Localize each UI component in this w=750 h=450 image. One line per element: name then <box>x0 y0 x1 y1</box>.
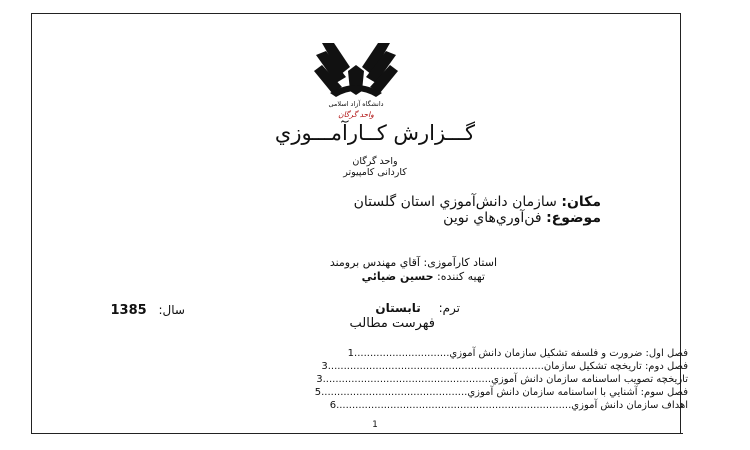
place-line <box>354 194 601 210</box>
teacher-label: استاد کارآموزی: <box>423 256 497 269</box>
table-of-contents <box>128 347 688 412</box>
toc-item[interactable]: اهداف سازمان دانش آموزي..........................................................................6 <box>329 400 688 411</box>
page-bottom-rule <box>31 433 683 434</box>
place-label: مكان: <box>561 194 601 210</box>
topic-value: فن‌آوري‌هاي نوين <box>443 210 542 226</box>
place-value: سازمان دانش‌آموزي استان گلستان <box>353 194 557 210</box>
report-title: گـــزارش كــارآمـــوزي <box>274 121 476 145</box>
teacher-value: آقاي مهندس برومند <box>329 256 420 269</box>
degree-subtitle: کاردانی کامپیوتر <box>343 167 407 178</box>
unit-subtitle: واحد گرگان <box>352 156 398 167</box>
emblem-caption: دانشگاه آزاد اسلامی <box>328 100 384 108</box>
prepared-by-line <box>362 270 485 283</box>
year-line <box>111 303 186 318</box>
toc-title: فهرست مطالب <box>349 316 435 331</box>
term-value: تابستان <box>375 301 421 315</box>
toc-item[interactable]: فصل دوم: تاريخچه تشكيل سازمان....................................................................3 <box>321 361 688 372</box>
term-label: ترم: <box>438 301 460 315</box>
teacher-line <box>330 256 497 269</box>
university-emblem-icon <box>306 37 406 125</box>
year-value: 1385 <box>110 303 147 318</box>
topic-label: موضوع: <box>546 210 601 226</box>
emblem-unit: واحد گرگان <box>338 110 374 119</box>
year-label: سال: <box>158 303 185 317</box>
page-number: 1 <box>372 420 378 430</box>
prepared-label: تهيه كننده: <box>437 270 485 283</box>
toc-item[interactable]: تاريخچه تصويب اساسنامه سازمان دانش آموزي.....................................................3 <box>316 374 688 385</box>
topic-line <box>443 210 601 226</box>
term-line <box>375 301 460 315</box>
prepared-value: حسين ضيائي <box>361 270 434 283</box>
toc-item[interactable]: فصل اول: ضرورت و فلسفه تشكيل سازمان دانش آموزي..............................1 <box>347 348 688 359</box>
toc-item[interactable]: فصل سوم: آشنايي با اساسنامه سازمان دانش آموزي..............................................5 <box>314 387 688 398</box>
